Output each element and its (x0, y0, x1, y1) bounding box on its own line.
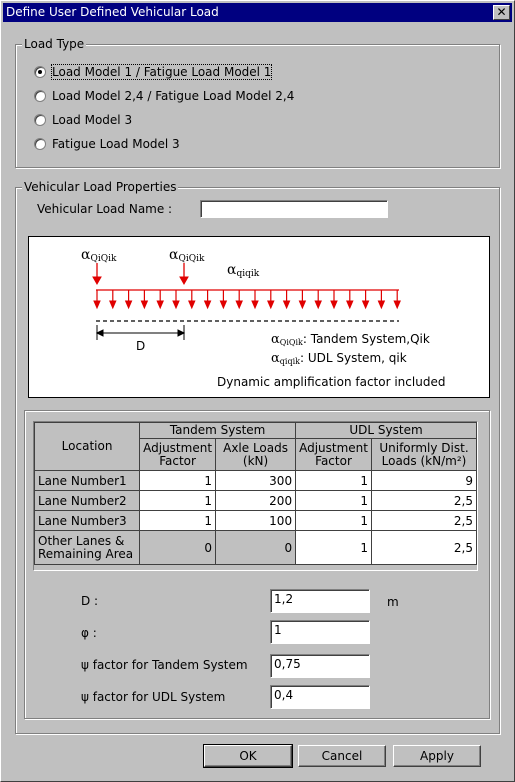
properties-label: Vehicular Load Properties (24, 180, 177, 194)
load-name-label: Vehicular Load Name : (37, 202, 173, 216)
udl-arrowhead (126, 301, 132, 308)
cell[interactable]: 2,5 (371, 491, 476, 511)
tandem-arrows (93, 263, 188, 284)
radio-load-model-2-4[interactable] (34, 87, 294, 105)
radio-icon (34, 90, 46, 102)
radio-fatigue-load-model-3[interactable] (34, 135, 180, 153)
udl-arrowhead (220, 301, 226, 308)
cell[interactable]: 1 (296, 491, 372, 511)
udl-arrowhead (347, 301, 353, 308)
udl-arrowhead (110, 301, 116, 308)
row-label: Lane Number2 (35, 491, 140, 511)
d-input[interactable]: 1,2 (270, 589, 370, 613)
legend-udl: αqiqik: UDL System, qik (271, 351, 407, 366)
radio-label-2: Load Model 2,4 / Fatigue Load Model 2,4 (52, 89, 295, 103)
radio-label-3: Load Model 3 (52, 113, 133, 127)
location-header: Location (35, 423, 140, 471)
udl-arrowhead (363, 301, 369, 308)
title-bar (3, 3, 512, 22)
phi-input[interactable]: 1 (270, 620, 370, 644)
legend-tandem: αQiQik: Tandem System,Qik (271, 332, 430, 347)
load-diagram (28, 236, 490, 398)
cell[interactable]: 1 (140, 511, 216, 531)
load-diagram-svg (29, 237, 489, 397)
row-label: Other Lanes & Remaining Area (35, 531, 140, 565)
table-row (35, 511, 477, 531)
alpha-q-label-2: αQiQik (169, 247, 205, 264)
psi-udl-label: ψ factor for UDL System (81, 690, 226, 704)
cell[interactable]: 1 (140, 491, 216, 511)
table-row (35, 491, 477, 511)
radio-selected-icon (34, 66, 46, 78)
load-type-label: Load Type (24, 37, 85, 51)
cell[interactable]: 9 (371, 471, 476, 491)
cancel-button[interactable]: Cancel (298, 745, 386, 767)
cell[interactable]: 300 (216, 471, 296, 491)
row-label: Lane Number3 (35, 511, 140, 531)
load-type-group (15, 37, 500, 168)
cell: 0 (216, 531, 296, 565)
udl-arrowhead (394, 301, 400, 308)
factors-grid (33, 421, 478, 571)
radio-label-1: Load Model 1 / Fatigue Load Model 1 (52, 65, 272, 79)
d-dimension-label: D (136, 339, 146, 353)
tandem-header: Tandem System (140, 423, 296, 439)
udl-arrowhead (189, 301, 195, 308)
d-field-label: D : (81, 594, 99, 608)
phi-label: φ : (81, 626, 97, 640)
cell[interactable]: 100 (216, 511, 296, 531)
cell[interactable]: 1 (296, 471, 372, 491)
udl-arrowhead (205, 301, 211, 308)
cell: 0 (140, 531, 216, 565)
radio-load-model-1[interactable] (34, 63, 271, 81)
udl-arrowhead (284, 301, 290, 308)
alpha-q-label-3: αqiqik (227, 262, 260, 279)
cell[interactable]: 1 (296, 511, 372, 531)
cell[interactable]: 1 (140, 471, 216, 491)
udl-load-arrows (94, 290, 400, 308)
d-unit-label: m (387, 595, 399, 609)
cell[interactable]: 1 (296, 531, 372, 565)
psi-udl-input[interactable]: 0,4 (270, 685, 370, 709)
ok-button[interactable]: OK (204, 745, 292, 767)
row-label: Lane Number1 (35, 471, 140, 491)
udl-header: UDL System (296, 423, 477, 439)
radio-icon (34, 114, 46, 126)
radio-label-4: Fatigue Load Model 3 (52, 137, 180, 151)
adj-factor-header-2: Adjustment Factor (296, 439, 372, 471)
dynamic-factor-note: Dynamic amplification factor included (217, 375, 446, 389)
close-button[interactable]: ✕ (493, 5, 510, 20)
apply-button[interactable]: Apply (393, 745, 481, 767)
psi-tandem-input[interactable]: 0,75 (270, 654, 370, 678)
d-dimension (97, 325, 184, 340)
alpha-q-label-1: αQiQik (81, 247, 117, 264)
adj-factor-header-1: Adjustment Factor (140, 439, 216, 471)
udl-arrowhead (252, 301, 258, 308)
udl-arrowhead (378, 301, 384, 308)
udl-arrowhead (236, 301, 242, 308)
udl-arrowhead (315, 301, 321, 308)
udl-arrowhead (268, 301, 274, 308)
window-title: Define User Defined Vehicular Load (6, 5, 219, 19)
radio-load-model-3[interactable] (34, 111, 132, 129)
udl-arrowhead (173, 301, 179, 308)
udl-loads-header: Uniformly Dist. Loads (kN/m²) (371, 439, 476, 471)
udl-arrowhead (157, 301, 163, 308)
udl-arrowhead (299, 301, 305, 308)
udl-arrowhead (331, 301, 337, 308)
cell[interactable]: 2,5 (371, 531, 476, 565)
cell[interactable]: 2,5 (371, 511, 476, 531)
psi-tandem-label: ψ factor for Tandem System (81, 658, 248, 672)
radio-icon (34, 138, 46, 150)
table-row (35, 531, 477, 565)
udl-arrowhead (94, 301, 100, 308)
axle-loads-header: Axle Loads (kN) (216, 439, 296, 471)
udl-arrowhead (141, 301, 147, 308)
load-name-input[interactable] (200, 200, 388, 218)
table-row (35, 471, 477, 491)
cell[interactable]: 200 (216, 491, 296, 511)
